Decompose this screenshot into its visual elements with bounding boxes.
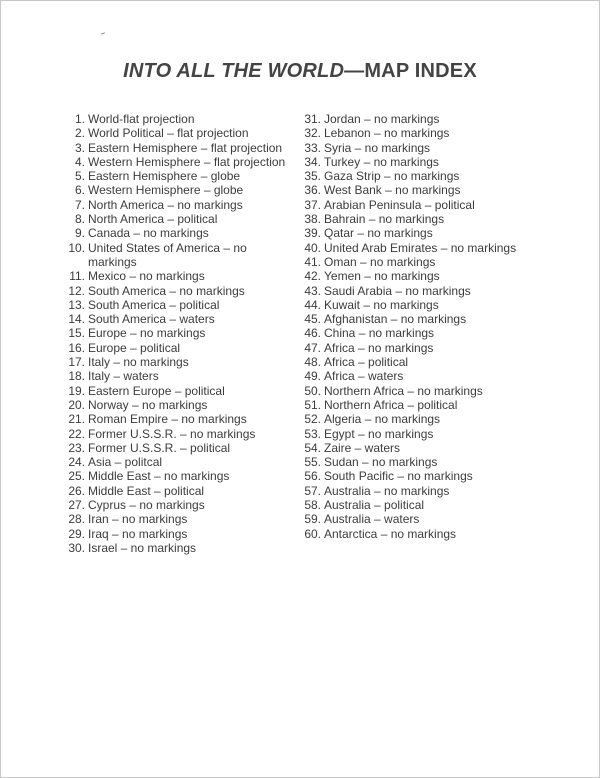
- map-item-title: Eastern Hemisphere – flat projection: [88, 140, 283, 155]
- map-list-item: [300, 255, 590, 269]
- map-item-title: Canada – no markings: [88, 226, 209, 241]
- map-item-title: Middle East – political: [88, 483, 205, 498]
- map-list-item: [64, 269, 294, 283]
- map-item-number: 1.: [74, 112, 85, 126]
- map-list-item: [64, 326, 294, 340]
- map-item-number: 39.: [304, 226, 321, 241]
- map-item-number: 26.: [68, 483, 85, 498]
- map-item-title: Eastern Europe – political: [88, 383, 225, 398]
- title-series-name: INTO ALL THE WORLD: [123, 60, 345, 82]
- map-list-item: [300, 226, 590, 240]
- map-item-title: Italy – waters: [88, 369, 159, 384]
- map-item-title: Mexico – no markings: [88, 269, 205, 284]
- map-item-number: 44.: [304, 297, 321, 312]
- map-item-number: 38.: [304, 212, 321, 227]
- map-item-title: Saudi Arabia – no markings: [324, 283, 471, 298]
- map-list-item: [64, 441, 294, 455]
- map-item-title: Asia – politcal: [88, 455, 163, 470]
- map-item-title: Afghanistan – no markings: [324, 312, 467, 327]
- map-item-title: Europe – political: [88, 340, 181, 355]
- map-item-title: Iraq – no markings: [88, 526, 188, 541]
- map-item-number: 12.: [68, 283, 85, 298]
- map-list-item: [300, 284, 590, 298]
- map-list-item: [300, 484, 590, 498]
- map-item-number: 41.: [304, 254, 321, 269]
- map-list-item: [64, 455, 294, 469]
- map-item-number: 16.: [68, 340, 85, 355]
- map-list-item: [64, 412, 294, 426]
- map-list-item: [300, 298, 590, 312]
- map-item-title: Lebanon – no markings: [324, 126, 450, 141]
- map-item-title: Egypt – no markings: [324, 426, 434, 441]
- map-list-item: [300, 112, 590, 126]
- map-list-item: [300, 212, 590, 226]
- map-list-item: [300, 341, 590, 355]
- map-item-title: Yemen – no markings: [324, 269, 440, 284]
- map-list-item: [64, 398, 294, 412]
- map-item-title: Western Hemisphere – flat projection: [88, 154, 286, 169]
- map-item-title: Bahrain – no markings: [324, 212, 445, 227]
- map-item-title: Former U.S.S.R. – political: [88, 440, 231, 455]
- map-item-title: Norway – no markings: [88, 397, 208, 412]
- map-item-title: World-flat projection: [88, 112, 195, 126]
- map-item-title: Arabian Peninsula – political: [324, 197, 475, 212]
- map-list-item: [64, 284, 294, 298]
- map-item-number: 18.: [68, 369, 85, 384]
- map-list-left-column: [64, 112, 294, 555]
- map-item-title: North America – no markings: [88, 197, 243, 212]
- map-list-item: [300, 427, 590, 441]
- map-item-number: 37.: [304, 197, 321, 212]
- map-item-number: 5.: [74, 169, 85, 184]
- map-item-title: Africa – political: [324, 355, 409, 370]
- map-item-title: West Bank – no markings: [324, 183, 461, 198]
- map-list-item: [64, 141, 294, 155]
- map-item-number: 31.: [304, 112, 321, 126]
- map-list-item: [300, 198, 590, 212]
- map-list-item: [64, 169, 294, 183]
- map-item-title: Syria – no markings: [324, 140, 431, 155]
- map-item-number: 45.: [304, 312, 321, 327]
- map-item-title: Iran – no markings: [88, 512, 188, 527]
- map-item-number: 19.: [68, 383, 85, 398]
- map-item-number: 59.: [304, 512, 321, 527]
- map-list-item: [64, 312, 294, 326]
- map-list-item: [300, 241, 590, 255]
- map-item-number: 20.: [68, 397, 85, 412]
- map-item-number: 46.: [304, 326, 321, 341]
- map-list-item: [300, 512, 590, 526]
- map-item-number: 27.: [68, 498, 85, 513]
- map-item-number: 2.: [74, 126, 85, 141]
- map-list-item: [64, 298, 294, 312]
- map-list-item: [64, 527, 294, 541]
- map-item-number: 47.: [304, 340, 321, 355]
- map-item-title: United Arab Emirates – no markings: [324, 240, 517, 255]
- map-item-number: 14.: [68, 312, 85, 327]
- map-item-title: Australia – political: [324, 498, 425, 513]
- map-item-title: Kuwait – no markings: [324, 297, 439, 312]
- map-list-item: [300, 469, 590, 483]
- map-list-item: [300, 455, 590, 469]
- map-item-title: Europe – no markings: [88, 326, 206, 341]
- map-item-number: 8.: [74, 212, 85, 227]
- map-item-number: 22.: [68, 426, 85, 441]
- map-list-item: [64, 484, 294, 498]
- map-item-title: Gaza Strip – no markings: [324, 169, 460, 184]
- map-item-title: Northern Africa – political: [324, 397, 458, 412]
- map-list-item: [300, 369, 590, 383]
- map-list-item: [64, 469, 294, 483]
- map-list-item: [300, 183, 590, 197]
- map-item-title: Roman Empire – no markings: [88, 412, 247, 427]
- map-item-title: Africa – no markings: [324, 340, 434, 355]
- map-item-title: Jordan – no markings: [324, 112, 440, 126]
- map-item-title: North America – political: [88, 212, 218, 227]
- map-item-title: South Pacific – no markings: [324, 469, 473, 484]
- page-title: [0, 60, 600, 83]
- map-item-number: 60.: [304, 526, 321, 541]
- map-item-number: 3.: [74, 140, 85, 155]
- map-list-item: [64, 355, 294, 369]
- map-item-number: 25.: [68, 469, 85, 484]
- map-item-title: China – no markings: [324, 326, 435, 341]
- title-map-index: MAP INDEX: [364, 60, 477, 82]
- map-list-item: [300, 384, 590, 398]
- map-list-right-column: [300, 112, 590, 541]
- map-item-title: Algeria – no markings: [324, 412, 441, 427]
- map-list-item: [64, 541, 294, 555]
- map-item-title: Turkey – no markings: [324, 154, 439, 169]
- map-item-title: Sudan – no markings: [324, 455, 438, 470]
- map-list-item: [64, 198, 294, 212]
- map-list-item: [64, 341, 294, 355]
- map-item-number: 43.: [304, 283, 321, 298]
- map-item-number: 7.: [74, 197, 85, 212]
- map-item-number: 32.: [304, 126, 321, 141]
- map-item-number: 57.: [304, 483, 321, 498]
- map-item-number: 24.: [68, 455, 85, 470]
- map-item-title: Antarctica – no markings: [324, 526, 457, 541]
- map-list-item: [300, 155, 590, 169]
- map-item-title: Australia – waters: [324, 512, 420, 527]
- map-list-item: [64, 183, 294, 197]
- map-list-item: [300, 126, 590, 140]
- map-item-number: 17.: [68, 355, 85, 370]
- map-list-item: [300, 355, 590, 369]
- map-item-title: Australia – no markings: [324, 483, 450, 498]
- map-list-item: [300, 441, 590, 455]
- map-item-number: 52.: [304, 412, 321, 427]
- map-item-number: 40.: [304, 240, 321, 255]
- map-list-item: [300, 141, 590, 155]
- map-item-title: United States of America – no markings: [88, 240, 247, 269]
- map-list-item: [64, 241, 294, 270]
- map-item-number: 53.: [304, 426, 321, 441]
- map-item-number: 56.: [304, 469, 321, 484]
- map-list-item: [300, 326, 590, 340]
- map-item-number: 35.: [304, 169, 321, 184]
- map-item-title: Zaire – waters: [324, 440, 401, 455]
- map-list-item: [64, 427, 294, 441]
- map-item-title: Eastern Hemisphere – globe: [88, 169, 241, 184]
- map-item-number: 55.: [304, 455, 321, 470]
- map-item-number: 58.: [304, 498, 321, 513]
- map-list-item: [64, 126, 294, 140]
- map-item-title: Africa – waters: [324, 369, 404, 384]
- map-list-item: [64, 384, 294, 398]
- map-item-number: 33.: [304, 140, 321, 155]
- map-item-number: 23.: [68, 440, 85, 455]
- map-item-title: Oman – no markings: [324, 254, 436, 269]
- map-item-number: 4.: [74, 154, 85, 169]
- map-list-item: [300, 269, 590, 283]
- map-list-item: [300, 412, 590, 426]
- map-item-number: 6.: [74, 183, 85, 198]
- map-list-item: [64, 369, 294, 383]
- map-item-number: 10.: [68, 240, 85, 255]
- map-list-item: [64, 226, 294, 240]
- map-item-number: 36.: [304, 183, 321, 198]
- map-item-title: Former U.S.S.R. – no markings: [88, 426, 256, 441]
- map-list-item: [64, 512, 294, 526]
- map-item-number: 30.: [68, 540, 85, 555]
- map-item-number: 21.: [68, 412, 85, 427]
- map-item-title: Northern Africa – no markings: [324, 383, 483, 398]
- map-list-item: [300, 169, 590, 183]
- map-item-number: 48.: [304, 355, 321, 370]
- map-item-title: Italy – no markings: [88, 355, 189, 370]
- map-list-item: [300, 527, 590, 541]
- map-item-number: 34.: [304, 154, 321, 169]
- map-item-title: Qatar – no markings: [324, 226, 433, 241]
- map-item-number: 15.: [68, 326, 85, 341]
- map-list-item: [64, 112, 294, 126]
- map-list-item: [300, 312, 590, 326]
- map-list-item: [64, 155, 294, 169]
- map-item-number: 9.: [74, 226, 85, 241]
- map-item-number: 29.: [68, 526, 85, 541]
- map-item-number: 51.: [304, 397, 321, 412]
- map-item-number: 54.: [304, 440, 321, 455]
- map-item-title: Cyprus – no markings: [88, 498, 205, 513]
- map-item-title: Israel – no markings: [88, 540, 197, 555]
- map-list-item: [300, 398, 590, 412]
- map-item-title: South America – no markings: [88, 283, 245, 298]
- map-item-title: World Political – flat projection: [88, 126, 249, 141]
- map-item-number: 49.: [304, 369, 321, 384]
- map-item-title: South America – political: [88, 297, 220, 312]
- map-item-number: 11.: [69, 269, 85, 284]
- map-list-item: [64, 498, 294, 512]
- map-list-item: [64, 212, 294, 226]
- map-item-number: 50.: [304, 383, 321, 398]
- map-item-number: 42.: [304, 269, 321, 284]
- map-item-number: 13.: [68, 297, 85, 312]
- map-item-title: Western Hemisphere – globe: [88, 183, 244, 198]
- map-item-title: Middle East – no markings: [88, 469, 230, 484]
- title-dash: —: [344, 60, 365, 82]
- map-item-title: South America – waters: [88, 312, 215, 327]
- map-list-item: [300, 498, 590, 512]
- map-item-number: 28.: [68, 512, 85, 527]
